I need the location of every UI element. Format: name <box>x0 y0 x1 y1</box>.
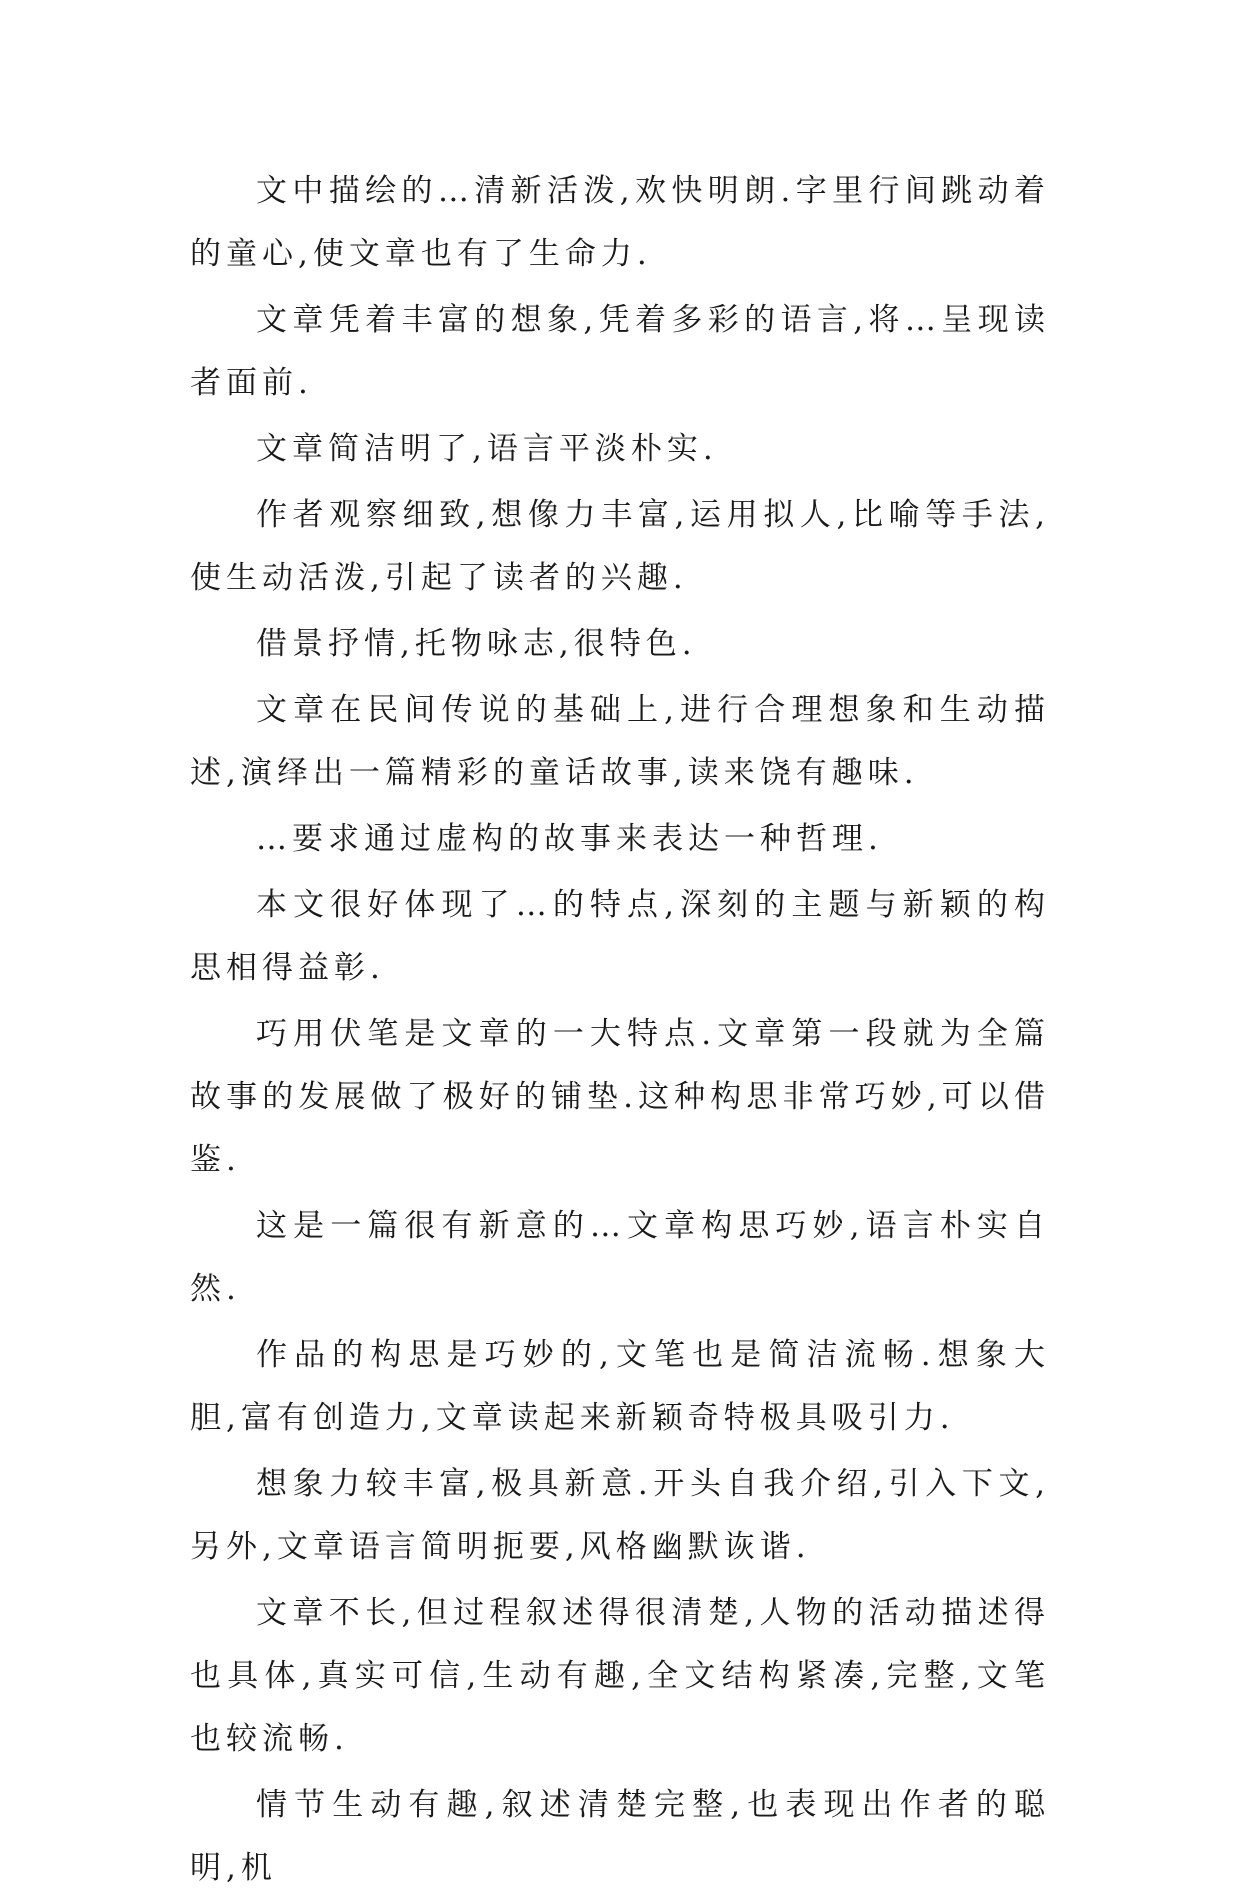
paragraph: 文中描绘的…清新活泼,欢快明朗.字里行间跳动着的童心,使文章也有了生命力. <box>190 173 1050 272</box>
paragraph: 作品的构思是巧妙的,文笔也是简洁流畅.想象大胆,富有创造力,文章读起来新颖奇特极具吸引力. <box>190 1337 1050 1436</box>
paragraph: 想象力较丰富,极具新意.开头自我介绍,引入下文,另外,文章语言简明扼要,风格幽默诙谐. <box>190 1466 1050 1565</box>
paragraph: …要求通过虚构的故事来表达一种哲理. <box>256 821 883 857</box>
paragraph: 作者观察细致,想像力丰富,运用拟人,比喻等手法,使生动活泼,引起了读者的兴趣. <box>190 497 1050 596</box>
paragraph: 情节生动有趣,叙述清楚完整,也表现出作者的聪明,机 <box>190 1787 1050 1886</box>
paragraph: 这是一篇很有新意的…文章构思巧妙,语言朴实自然. <box>190 1208 1050 1307</box>
paragraph: 文章凭着丰富的想象,凭着多彩的语言,将…呈现读者面前. <box>190 302 1050 401</box>
paragraph: 文章不长,但过程叙述得很清楚,人物的活动描述得也具体,真实可信,生动有趣,全文结构紧凑,完整,文笔也较流畅. <box>190 1595 1050 1757</box>
paragraph: 文章简洁明了,语言平淡朴实. <box>256 431 718 467</box>
document-body <box>190 160 1050 1903</box>
paragraph: 巧用伏笔是文章的一大特点.文章第一段就为全篇故事的发展做了极好的铺垫.这种构思非常巧妙,可以借鉴. <box>190 1016 1050 1178</box>
paragraph: 本文很好体现了…的特点,深刻的主题与新颖的构思相得益彰. <box>190 887 1050 986</box>
paragraph: 文章在民间传说的基础上,进行合理想象和生动描述,演绎出一篇精彩的童话故事,读来饶有趣味. <box>190 692 1050 791</box>
paragraph: 借景抒情,托物咏志,很特色. <box>256 626 697 662</box>
